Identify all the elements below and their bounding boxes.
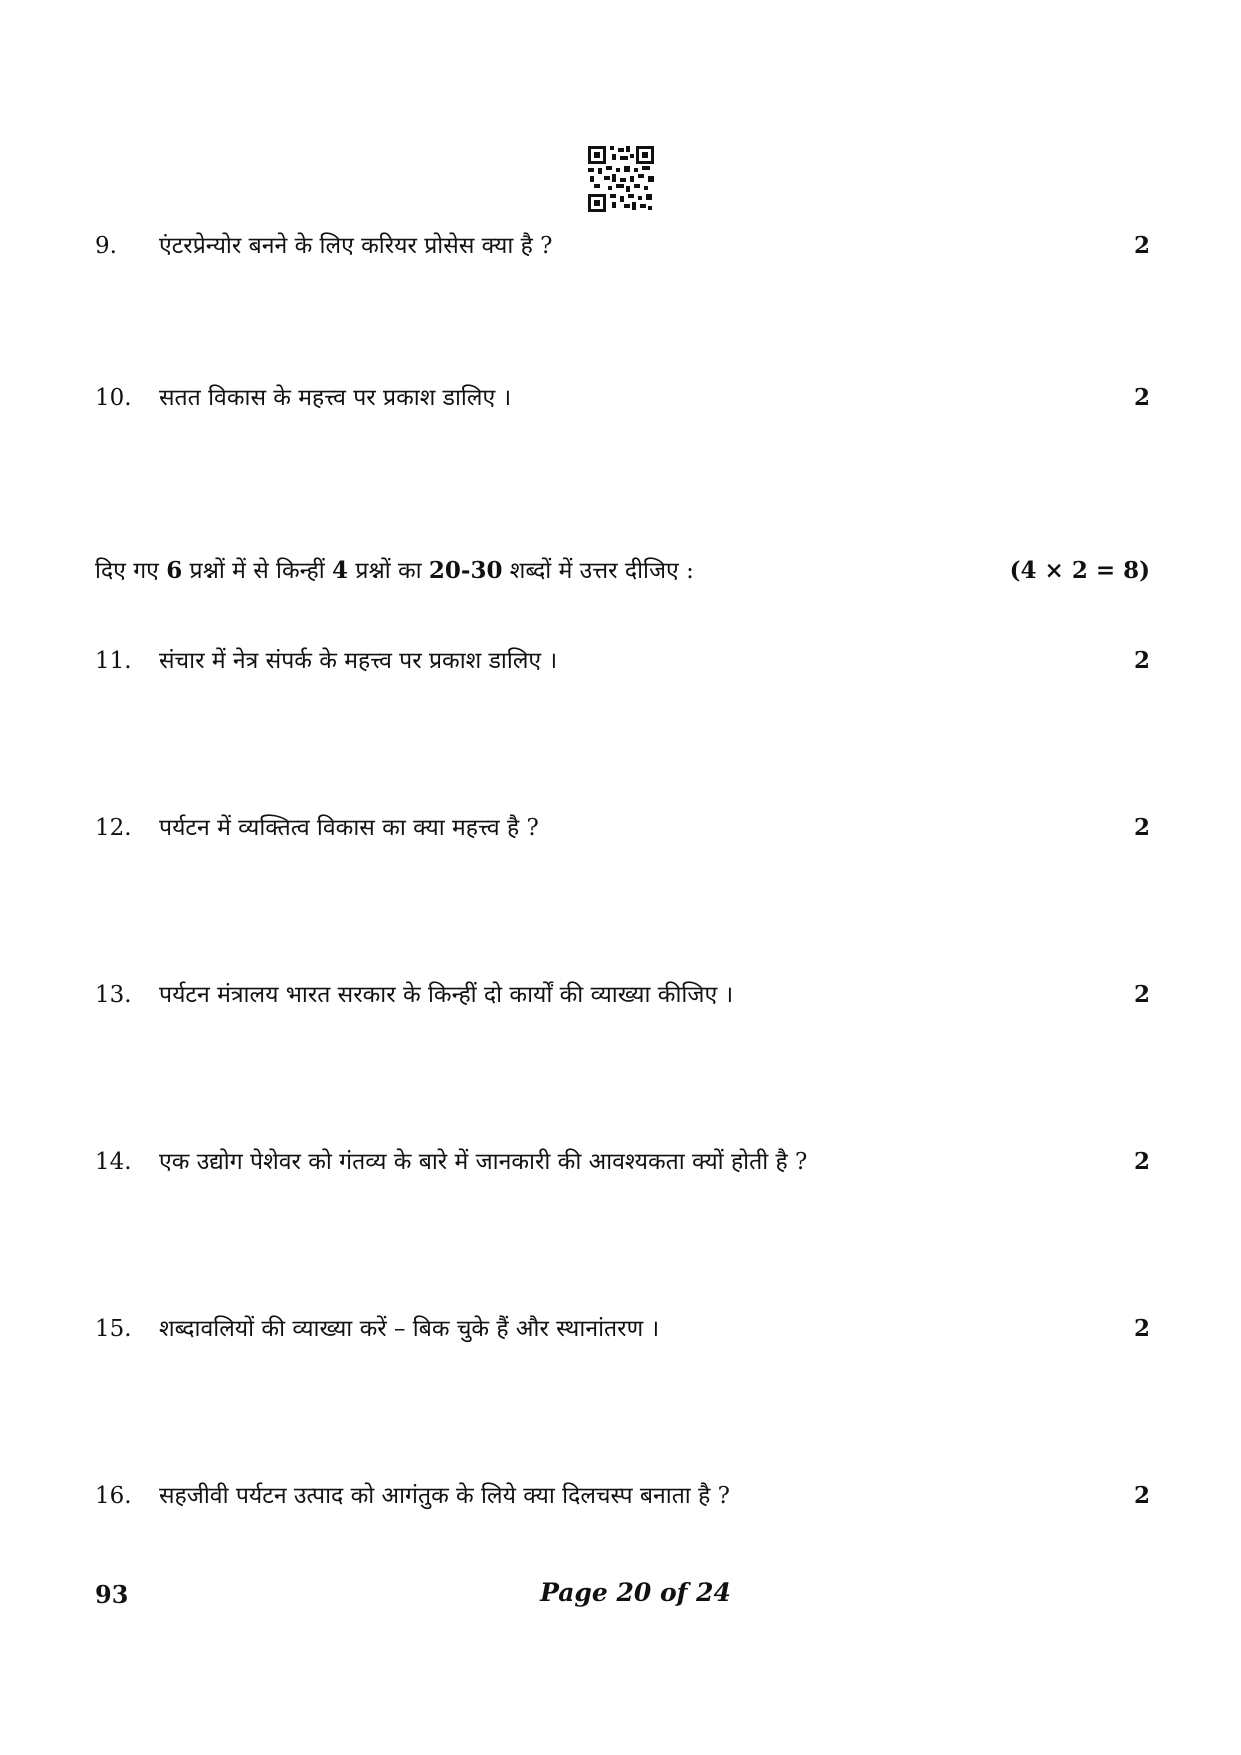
question-15 (95, 1311, 1150, 1347)
question-13 (95, 977, 1150, 1013)
section-instruction-text: दिए गए 6 प्रश्नों में से किन्हीं 4 प्रश्नों का 20-30 शब्दों में उत्तर दीजिए : (95, 557, 694, 584)
question-marks: 2 (1133, 1315, 1150, 1342)
question-number: 16. (95, 1483, 132, 1509)
question-number: 15. (95, 1316, 132, 1342)
question-number: 9. (95, 233, 117, 259)
question-text: पर्यटन में व्यक्तित्व विकास का क्या महत्त्व है ? (159, 815, 539, 841)
section-marks: (4 × 2 = 8) (1009, 557, 1150, 584)
question-marks: 2 (1133, 647, 1150, 674)
question-number: 12. (95, 815, 132, 841)
page-number: Page 20 of 24 (540, 1578, 731, 1607)
question-marks: 2 (1133, 1482, 1150, 1509)
question-text: शब्दावलियों की व्याख्या करें – बिक चुके हैं और स्थानांतरण । (159, 1316, 660, 1342)
question-number: 11. (95, 648, 132, 674)
question-text: एक उद्योग पेशेवर को गंतव्य के बारे में जानकारी की आवश्यकता क्यों होती है ? (159, 1149, 808, 1175)
question-marks: 2 (1133, 814, 1150, 841)
question-11 (95, 643, 1150, 679)
question-text: सहजीवी पर्यटन उत्पाद को आगंतुक के लिये क्या दिलचस्प बनाता है ? (159, 1483, 730, 1509)
question-14 (95, 1144, 1150, 1180)
question-10 (95, 380, 1150, 416)
question-marks: 2 (1133, 981, 1150, 1008)
qr-code-icon (588, 146, 654, 212)
question-text: पर्यटन मंत्रालय भारत सरकार के किन्हीं दो कार्यों की व्याख्या कीजिए । (159, 982, 734, 1008)
question-number: 13. (95, 982, 132, 1008)
question-marks: 2 (1133, 232, 1150, 259)
question-number: 10. (95, 385, 132, 411)
question-12 (95, 810, 1150, 846)
question-marks: 2 (1133, 1148, 1150, 1175)
question-16 (95, 1478, 1150, 1514)
paper-code: 93 (95, 1580, 129, 1609)
question-number: 14. (95, 1149, 132, 1175)
question-text: सतत विकास के महत्त्व पर प्रकाश डालिए । (159, 385, 512, 411)
question-marks: 2 (1133, 384, 1150, 411)
question-9 (95, 228, 1150, 264)
question-text: संचार में नेत्र संपर्क के महत्त्व पर प्रकाश डालिए । (159, 648, 558, 674)
question-text: एंटरप्रेन्योर बनने के लिए करियर प्रोसेस क्या है ? (159, 233, 553, 259)
section-instruction (95, 553, 1150, 589)
